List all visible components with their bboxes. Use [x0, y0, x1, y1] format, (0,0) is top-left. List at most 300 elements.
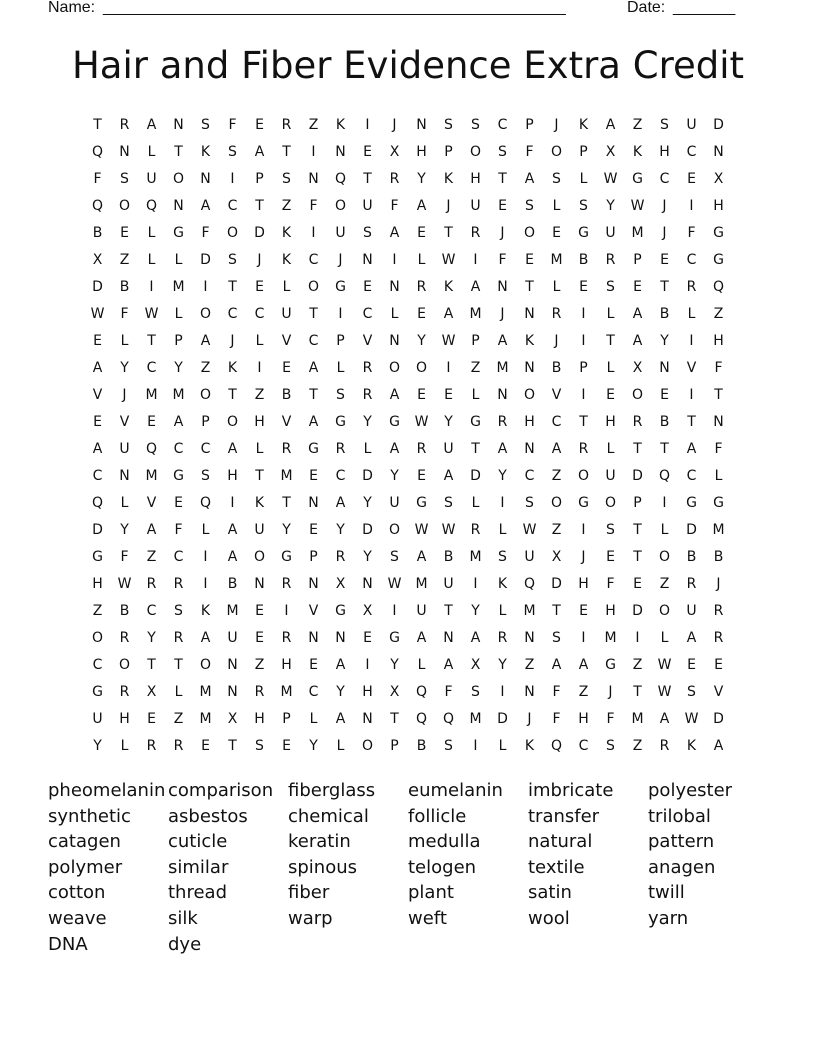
grid-letter: E [93, 414, 102, 430]
grid-letter: U [146, 171, 157, 187]
grid-letter: G [578, 225, 589, 241]
grid-letter: Y [120, 522, 129, 538]
grid-letter: T [633, 522, 642, 538]
grid-letter: C [308, 333, 319, 349]
grid-letter: L [687, 306, 696, 322]
grid-letter: Z [281, 198, 292, 214]
grid-letter: L [606, 306, 615, 322]
grid-letter: A [551, 441, 562, 457]
grid-letter: Y [363, 549, 372, 565]
grid-letter: N [497, 387, 508, 403]
grid-letter: J [257, 252, 262, 268]
grid-letter: U [686, 603, 697, 619]
grid-letter: P [309, 549, 318, 565]
grid-letter: W [414, 414, 429, 430]
grid-letter: A [389, 387, 400, 403]
grid-letter: D [254, 225, 265, 241]
grid-letter: N [173, 117, 184, 133]
grid-letter: L [147, 225, 156, 241]
grid-letter: E [255, 117, 264, 133]
grid-letter: R [578, 441, 589, 457]
grid-letter: H [281, 657, 292, 673]
grid-letter: W [522, 522, 537, 538]
grid-letter: N [227, 657, 238, 673]
grid-letter: V [92, 387, 103, 403]
word-bank-item: comparison [168, 780, 274, 801]
grid-letter: L [606, 441, 615, 457]
grid-letter: M [280, 684, 293, 700]
grid-letter: H [605, 603, 616, 619]
word-bank-item: transfer [528, 805, 600, 827]
grid-letter: O [334, 198, 347, 214]
grid-letter: K [524, 333, 535, 349]
grid-letter: Y [336, 684, 345, 700]
grid-letter: L [660, 522, 669, 538]
grid-letter: T [309, 387, 318, 403]
grid-letter: E [633, 576, 642, 592]
grid-letter: J [554, 117, 559, 133]
word-bank-item: follicle [408, 805, 467, 827]
grid-letter: V [551, 387, 562, 403]
grid-letter: E [498, 198, 507, 214]
grid-letter: R [146, 576, 157, 592]
grid-letter: P [255, 171, 264, 187]
grid-row [84, 166, 732, 193]
grid-letter: A [443, 468, 454, 484]
grid-letter: Y [147, 630, 156, 646]
grid-letter: O [361, 738, 374, 754]
grid-letter: A [713, 738, 724, 754]
grid-letter: S [255, 738, 264, 754]
grid-letter: E [147, 711, 156, 727]
grid-letter: Y [606, 198, 615, 214]
grid-row [84, 733, 732, 760]
word-search-grid [84, 112, 732, 760]
grid-letter: O [523, 387, 536, 403]
grid-letter: K [443, 171, 454, 187]
grid-row [84, 571, 732, 598]
grid-letter: E [417, 387, 426, 403]
grid-letter: T [363, 171, 372, 187]
grid-letter: A [146, 522, 157, 538]
grid-letter: Q [91, 198, 104, 214]
grid-letter: L [120, 738, 129, 754]
grid-letter: I [392, 252, 397, 268]
grid-letter: Y [498, 657, 507, 673]
grid-letter: L [417, 252, 426, 268]
grid-letter: N [362, 252, 373, 268]
grid-letter: B [443, 549, 454, 565]
word-bank-item: polyester [648, 780, 733, 801]
grid-letter: L [282, 279, 291, 295]
grid-letter: T [552, 603, 561, 619]
grid-letter: F [228, 117, 237, 133]
grid-letter: L [147, 144, 156, 160]
grid-letter: E [174, 495, 183, 511]
grid-letter: C [362, 306, 373, 322]
grid-letter: R [119, 117, 130, 133]
grid-letter: F [714, 360, 723, 376]
grid-letter: E [606, 549, 615, 565]
word-bank-item: medulla [408, 831, 481, 853]
grid-letter: L [660, 630, 669, 646]
grid-row [84, 382, 732, 409]
grid-letter: D [200, 252, 211, 268]
grid-letter: A [497, 441, 508, 457]
grid-letter: L [471, 495, 480, 511]
grid-letter: L [498, 603, 507, 619]
grid-letter: D [362, 468, 373, 484]
grid-letter: I [257, 360, 262, 376]
grid-letter: R [173, 630, 184, 646]
grid-letter: G [335, 279, 346, 295]
grid-letter: R [605, 252, 616, 268]
grid-letter: K [227, 360, 238, 376]
grid-letter: L [471, 387, 480, 403]
grid-letter: E [282, 360, 291, 376]
grid-letter: Y [93, 738, 102, 754]
grid-letter: E [255, 279, 264, 295]
grid-letter: P [282, 711, 291, 727]
grid-letter: V [281, 333, 292, 349]
grid-letter: F [93, 171, 102, 187]
grid-letter: K [632, 144, 643, 160]
grid-letter: H [470, 171, 481, 187]
word-bank-item: weft [408, 907, 447, 929]
word-bank [48, 778, 768, 957]
grid-letter: U [254, 522, 265, 538]
grid-letter: L [498, 522, 507, 538]
grid-letter: A [227, 441, 238, 457]
grid-letter: S [444, 117, 453, 133]
grid-letter: T [282, 495, 291, 511]
grid-letter: T [660, 279, 669, 295]
grid-letter: Z [632, 117, 643, 133]
grid-letter: K [200, 603, 211, 619]
grid-letter: L [552, 279, 561, 295]
grid-letter: H [578, 576, 589, 592]
grid-letter: L [147, 252, 156, 268]
grid-letter: S [579, 198, 588, 214]
grid-letter: A [470, 630, 481, 646]
grid-letter: J [527, 711, 532, 727]
grid-letter: I [581, 630, 586, 646]
grid-letter: V [281, 414, 292, 430]
grid-letter: Y [471, 603, 480, 619]
grid-letter: G [308, 441, 319, 457]
grid-letter: Z [308, 117, 319, 133]
word-bank-item: polymer [48, 856, 123, 878]
grid-letter: H [713, 333, 724, 349]
grid-letter: G [281, 549, 292, 565]
grid-letter: Z [173, 711, 184, 727]
grid-letter: W [90, 306, 105, 322]
grid-letter: Q [145, 198, 158, 214]
grid-letter: P [633, 252, 642, 268]
grid-letter: W [441, 333, 456, 349]
grid-letter: A [308, 360, 319, 376]
grid-letter: T [525, 279, 534, 295]
grid-letter: S [174, 603, 183, 619]
grid-row [84, 112, 732, 139]
grid-letter: A [335, 495, 346, 511]
grid-letter: E [255, 603, 264, 619]
grid-letter: L [201, 522, 210, 538]
grid-letter: C [146, 360, 157, 376]
grid-letter: X [335, 576, 346, 592]
grid-letter: K [524, 738, 535, 754]
grid-letter: M [469, 711, 482, 727]
word-bank-item: eumelanin [408, 780, 503, 801]
grid-letter: N [119, 144, 130, 160]
grid-letter: S [606, 738, 615, 754]
grid-letter: R [281, 576, 292, 592]
word-bank-item: fiberglass [288, 780, 376, 801]
grid-letter: H [605, 414, 616, 430]
grid-letter: D [713, 711, 724, 727]
grid-letter: A [200, 630, 211, 646]
grid-letter: A [551, 657, 562, 673]
grid-letter: C [308, 684, 319, 700]
grid-letter: Z [551, 522, 562, 538]
grid-letter: Z [632, 738, 643, 754]
grid-letter: A [416, 630, 427, 646]
grid-letter: X [605, 144, 616, 160]
grid-letter: Y [417, 171, 426, 187]
word-bank-item: plant [408, 882, 454, 904]
grid-letter: A [389, 225, 400, 241]
grid-row [84, 517, 732, 544]
grid-letter: A [335, 711, 346, 727]
grid-letter: R [173, 738, 184, 754]
grid-letter: H [254, 711, 265, 727]
grid-letter: M [712, 522, 725, 538]
grid-letter: X [146, 684, 157, 700]
grid-letter: C [524, 468, 535, 484]
grid-letter: I [365, 117, 370, 133]
grid-letter: D [551, 576, 562, 592]
grid-letter: D [92, 522, 103, 538]
grid-letter: E [687, 657, 696, 673]
grid-letter: R [416, 279, 427, 295]
grid-row [84, 706, 732, 733]
grid-row [84, 274, 732, 301]
grid-letter: M [469, 306, 482, 322]
grid-letter: O [118, 657, 131, 673]
grid-letter: I [392, 603, 397, 619]
grid-row [84, 301, 732, 328]
grid-letter: B [686, 549, 697, 565]
grid-letter: H [713, 198, 724, 214]
grid-letter: H [524, 414, 535, 430]
grid-letter: G [470, 414, 481, 430]
grid-letter: Z [254, 657, 265, 673]
grid-letter: K [335, 117, 346, 133]
grid-row [84, 409, 732, 436]
grid-letter: G [713, 225, 724, 241]
grid-letter: P [390, 738, 399, 754]
grid-letter: Y [174, 360, 183, 376]
word-bank-item: textile [528, 856, 585, 878]
grid-letter: U [686, 117, 697, 133]
grid-letter: N [524, 441, 535, 457]
grid-letter: U [443, 441, 454, 457]
grid-letter: N [524, 630, 535, 646]
grid-letter: S [552, 630, 561, 646]
grid-letter: O [199, 306, 212, 322]
grid-letter: I [149, 279, 154, 295]
word-bank-item: cotton [48, 882, 106, 904]
grid-letter: M [172, 279, 185, 295]
word-bank-item: thread [168, 882, 228, 904]
grid-letter: T [255, 468, 264, 484]
grid-letter: S [471, 684, 480, 700]
grid-letter: Z [524, 657, 535, 673]
grid-letter: S [363, 225, 372, 241]
grid-letter: Z [551, 468, 562, 484]
grid-letter: R [713, 630, 724, 646]
grid-letter: R [416, 441, 427, 457]
grid-letter: I [689, 198, 694, 214]
grid-letter: G [686, 495, 697, 511]
grid-letter: Q [712, 279, 725, 295]
grid-letter: I [446, 360, 451, 376]
grid-letter: Q [442, 711, 455, 727]
grid-letter: A [200, 198, 211, 214]
grid-letter: J [500, 225, 505, 241]
grid-letter: I [473, 738, 478, 754]
word-bank-item: anagen [648, 856, 716, 878]
grid-row [84, 139, 732, 166]
grid-letter: A [146, 117, 157, 133]
grid-letter: T [633, 684, 642, 700]
grid-letter: A [227, 522, 238, 538]
grid-letter: I [473, 576, 478, 592]
grid-letter: Q [145, 441, 158, 457]
grid-letter: X [713, 171, 724, 187]
grid-letter: O [172, 171, 185, 187]
grid-letter: G [173, 225, 184, 241]
grid-row [84, 652, 732, 679]
grid-letter: U [470, 198, 481, 214]
grid-letter: Z [146, 549, 157, 565]
grid-letter: N [254, 576, 265, 592]
grid-letter: E [525, 252, 534, 268]
word-bank-item: asbestos [168, 805, 248, 827]
grid-letter: M [199, 684, 212, 700]
grid-letter: R [119, 630, 130, 646]
grid-letter: T [606, 333, 615, 349]
grid-letter: X [389, 144, 400, 160]
grid-letter: C [686, 468, 697, 484]
grid-letter: S [201, 468, 210, 484]
grid-letter: Q [199, 495, 212, 511]
grid-letter: I [230, 171, 235, 187]
grid-letter: G [389, 630, 400, 646]
grid-letter: M [145, 387, 158, 403]
grid-letter: O [226, 414, 239, 430]
grid-row [84, 247, 732, 274]
grid-letter: S [687, 684, 696, 700]
grid-letter: L [714, 468, 723, 484]
grid-letter: Q [523, 576, 536, 592]
grid-letter: J [500, 306, 505, 322]
grid-letter: T [174, 144, 183, 160]
grid-letter: C [308, 252, 319, 268]
grid-letter: O [388, 360, 401, 376]
grid-letter: F [714, 441, 723, 457]
grid-letter: Y [309, 738, 318, 754]
grid-letter: S [552, 171, 561, 187]
grid-letter: I [203, 549, 208, 565]
grid-letter: C [686, 144, 697, 160]
grid-letter: P [444, 144, 453, 160]
grid-letter: N [524, 306, 535, 322]
grid-letter: A [497, 333, 508, 349]
grid-letter: T [633, 549, 642, 565]
grid-letter: T [147, 657, 156, 673]
grid-letter: M [604, 630, 617, 646]
grid-letter: H [659, 144, 670, 160]
grid-letter: E [309, 522, 318, 538]
grid-letter: A [632, 306, 643, 322]
grid-letter: N [524, 684, 535, 700]
grid-row [84, 193, 732, 220]
header-row [48, 0, 748, 22]
grid-letter: J [338, 252, 343, 268]
grid-letter: F [498, 252, 507, 268]
grid-letter: H [578, 711, 589, 727]
grid-letter: T [633, 441, 642, 457]
grid-letter: I [284, 603, 289, 619]
grid-letter: R [335, 441, 346, 457]
grid-letter: B [416, 738, 427, 754]
grid-letter: G [713, 495, 724, 511]
grid-letter: I [581, 522, 586, 538]
grid-letter: P [174, 333, 183, 349]
grid-letter: O [415, 360, 428, 376]
grid-letter: O [604, 495, 617, 511]
grid-letter: Z [470, 360, 481, 376]
grid-letter: V [308, 603, 319, 619]
grid-row [84, 679, 732, 706]
grid-letter: N [497, 279, 508, 295]
word-bank-item: dye [168, 933, 202, 955]
grid-letter: I [635, 630, 640, 646]
grid-letter: O [550, 495, 563, 511]
grid-letter: G [173, 468, 184, 484]
word-bank-item: weave [48, 907, 107, 929]
grid-letter: F [120, 549, 129, 565]
grid-letter: R [470, 225, 481, 241]
grid-letter: E [120, 225, 129, 241]
grid-letter: P [525, 117, 534, 133]
grid-letter: T [579, 414, 588, 430]
grid-letter: I [338, 306, 343, 322]
grid-letter: W [441, 252, 456, 268]
grid-letter: M [415, 576, 428, 592]
grid-letter: E [309, 657, 318, 673]
grid-letter: T [390, 711, 399, 727]
grid-letter: G [92, 549, 103, 565]
grid-letter: E [417, 225, 426, 241]
grid-letter: N [416, 117, 427, 133]
grid-letter: Q [658, 468, 671, 484]
grid-letter: L [363, 441, 372, 457]
grid-letter: J [662, 225, 667, 241]
grid-letter: F [174, 522, 183, 538]
grid-letter: M [226, 603, 239, 619]
